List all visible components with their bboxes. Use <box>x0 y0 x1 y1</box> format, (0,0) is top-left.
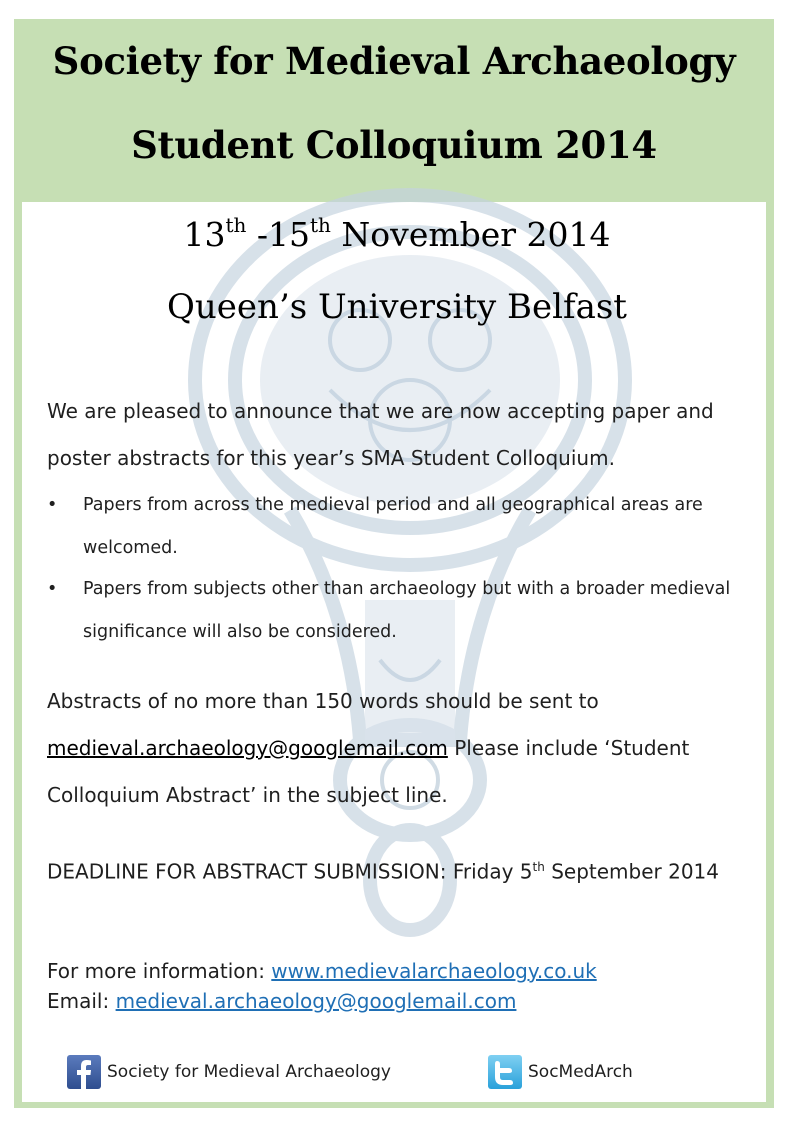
submission-suffix: Please include ‘Student Colloquium Abstract’ in the subject line. <box>47 736 690 807</box>
website-line <box>47 956 747 986</box>
date-month-year: November 2014 <box>330 215 611 254</box>
submission-paragraph <box>47 678 747 819</box>
intro-paragraph: We are pleased to announce that we are now accepting paper and poster abstracts for this year’s SMA Student Colloquium. <box>47 399 714 470</box>
bullet-list <box>47 484 747 652</box>
deadline-text <box>47 852 747 887</box>
deadline-prefix: DEADLINE FOR ABSTRACT SUBMISSION: Friday 5 <box>47 859 533 884</box>
list-item <box>47 484 747 570</box>
event-dates <box>0 213 794 254</box>
email-label: Email: <box>47 989 116 1013</box>
bullet-text: Papers from subjects other than archaeology but with a broader medieval significance will also be considered. <box>83 579 731 642</box>
twitter-label: SocMedArch <box>528 1062 633 1082</box>
header-banner <box>14 19 774 202</box>
date-end-suffix: th <box>310 213 331 237</box>
date-separator: -15 <box>246 215 311 254</box>
facebook-icon <box>67 1055 101 1089</box>
title-line-1: Society for Medieval Archaeology <box>52 39 736 83</box>
submission-prefix: Abstracts of no more than 150 words should be sent to <box>47 689 599 713</box>
submission-email-link[interactable]: medieval.archaeology@googlemail.com <box>47 736 448 760</box>
bullet-text: Papers from across the medieval period and all geographical areas are welcomed. <box>83 495 703 558</box>
bullet-icon: • <box>47 579 58 599</box>
more-info-label: For more information: <box>47 959 272 983</box>
facebook-link[interactable] <box>67 1054 391 1090</box>
facebook-label: Society for Medieval Archaeology <box>107 1062 391 1082</box>
website-link[interactable]: www.medievalarchaeology.co.uk <box>271 959 597 983</box>
deadline-suffix: th <box>532 860 545 874</box>
twitter-icon <box>488 1055 522 1089</box>
twitter-link[interactable] <box>488 1054 633 1090</box>
event-venue: Queen’s University Belfast <box>167 287 627 327</box>
list-item <box>47 568 747 654</box>
email-link[interactable]: medieval.archaeology@googlemail.com <box>115 989 517 1013</box>
info-block <box>47 956 747 1016</box>
title-line-2: Student Colloquium 2014 <box>131 123 657 167</box>
email-line <box>47 986 747 1016</box>
bullet-icon: • <box>47 495 58 515</box>
date-start-suffix: th <box>225 213 247 237</box>
date-start: 13 <box>183 215 226 254</box>
deadline-rest: September 2014 <box>544 859 720 884</box>
